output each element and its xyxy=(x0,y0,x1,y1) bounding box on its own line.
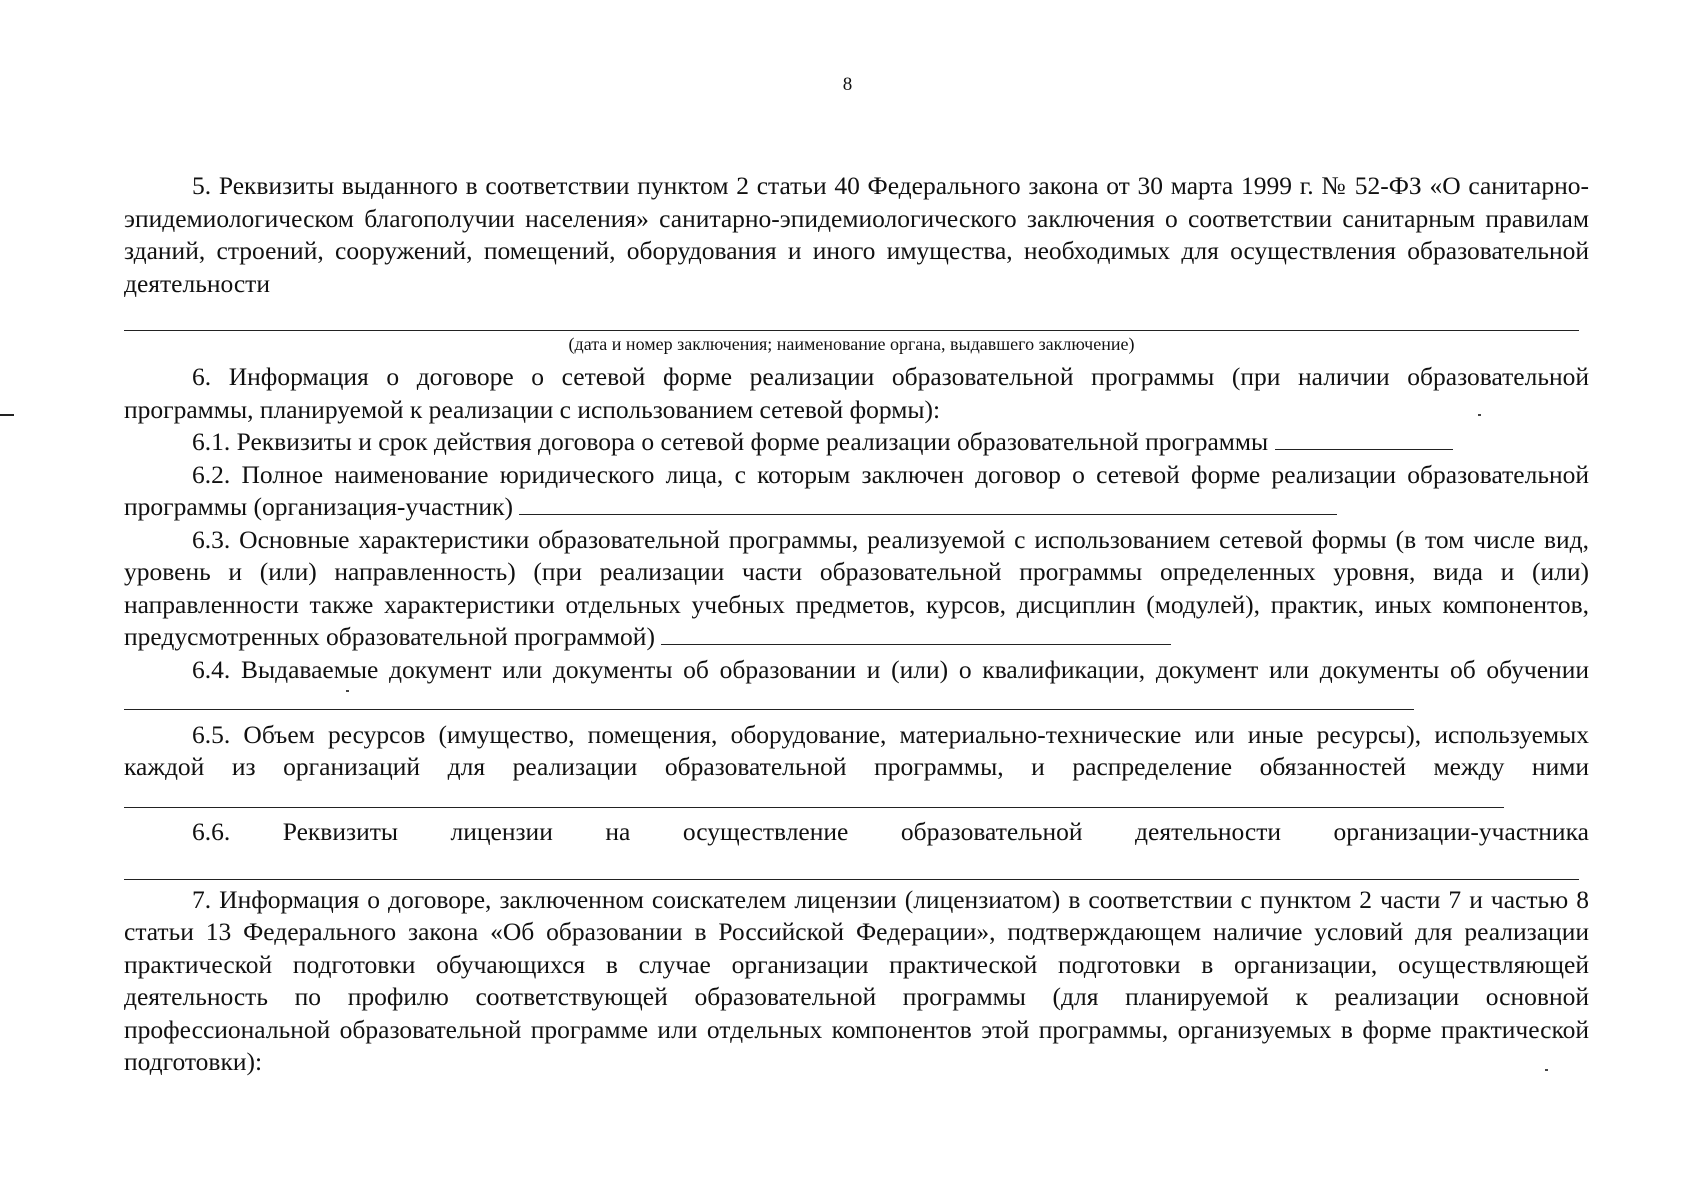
section-7-text: 7. Информация о договоре, заключенном соискателем лицензии (лицензиатом) в соответствии с пунктом 2 части 7 и частью 8 статьи 13 Федерального закона «Об образовании в Российской Федерации», подтверждающем наличие условий для реализации практической подготовки обучающихся в случае организации практической подготовки в организации, осуществляющей деятельность по профилю соответствующей образовательной программы (для планируемой к реализации основной профессиональной образовательной программе или отдельных компонентов этой программы, организуемых в форме практической подготовки): xyxy=(124,884,1589,1076)
item-6-4 xyxy=(124,654,1589,719)
item-6-1 xyxy=(124,426,1589,459)
margin-mark xyxy=(0,414,14,416)
fill-line-section-5 xyxy=(124,300,1579,331)
page-number: 8 xyxy=(842,74,853,95)
item-6-3-text: 6.3. Основные характеристики образовательной программы, реализуемой с использованием сетевой формы (в том числе вид, уровень и (или) направленность) (при реализации части образовательной программы определенных уровня, вида и (или) направленности также характеристики отдельных учебных предметов, курсов, дисциплин (модулей), практик, иных компонентов, предусмотренных образовательной программой) xyxy=(124,524,1589,651)
item-6-6-word: 6.6. xyxy=(192,817,231,846)
item-6-6-word: организации-участника xyxy=(1333,817,1589,846)
item-6-2 xyxy=(124,459,1589,524)
document-body xyxy=(124,170,1589,1079)
item-6-6-word: Реквизиты xyxy=(282,817,398,846)
fill-line-6-4 xyxy=(124,687,1414,710)
item-6-5 xyxy=(124,719,1589,817)
item-6-6-word: на xyxy=(605,817,631,846)
section-5-text: 5. Реквизиты выданного в соответствии пунктом 2 статьи 40 Федерального закона от 30 марта 1999 г. № 52-ФЗ «О санитарно-эпидемиологическом благополучии населения» санитарно-эпидемиологического заключения о соответствии санитарным правилам зданий, строений, сооружений, помещений, оборудования и иного имущества, необходимых для осуществления образовательной деятельности xyxy=(124,171,1589,298)
section-5-caption: (дата и номер заключения; наименование органа, выдавшего заключение) xyxy=(568,334,1135,354)
fill-line-6-1 xyxy=(1275,427,1453,450)
fill-line-6-6 xyxy=(124,849,1579,880)
fill-line-6-5 xyxy=(124,785,1504,808)
item-6-6-word: деятельности xyxy=(1135,817,1282,846)
item-6-1-text: 6.1. Реквизиты и срок действия договора о сетевой форме реализации образовательной программы xyxy=(192,427,1269,456)
item-6-6-word: образовательной xyxy=(900,817,1083,846)
item-6-5-text: 6.5. Объем ресурсов (имущество, помещения, оборудование, материально-технические или иные ресурсы), используемых каждой из организаций для реализации образовательной программы, и распределение обязанностей между ними xyxy=(124,719,1589,781)
item-6-6-word: осуществление xyxy=(682,817,849,846)
item-6-2-text: 6.2. Полное наименование юридического лица, с которым заключен договор о сетевой форме реализации образовательной программы (организация-участник) xyxy=(124,459,1589,521)
item-6-6-word: лицензии xyxy=(450,817,553,846)
section-6-intro: 6. Информация о договоре о сетевой форме реализации образовательной программы (при наличии образовательной программы, планируемой к реализации с использованием сетевой формы): xyxy=(124,362,1589,424)
item-6-3 xyxy=(124,524,1589,654)
item-6-4-text: 6.4. Выдаваемые документ или документы об образовании и (или) о квалификации, документ или документы об обучении xyxy=(192,654,1589,684)
fill-line-6-2 xyxy=(519,492,1337,515)
item-6-6 xyxy=(124,816,1589,849)
fill-line-6-3 xyxy=(661,622,1171,645)
